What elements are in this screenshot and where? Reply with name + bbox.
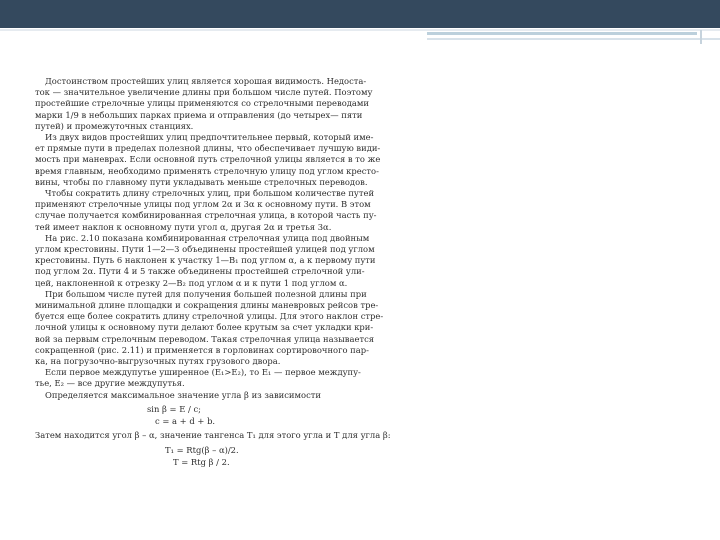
text-line: На рис. 2.10 показана комбинированная стрелочная улица под двойным	[45, 232, 370, 243]
text-line: углом крестовины. Пути 1—2—3 объединены простейшей улицей под углом	[35, 244, 375, 255]
text-line: тье, E₂ — все другие междупутья.	[35, 378, 185, 389]
text-line: время главным, необходимо применять стрелочную улицу под углом кресто-	[35, 165, 379, 176]
formula-t1: T₁ = Rtg(β – α)/2.	[165, 444, 239, 455]
text-line: ка, на погрузочно-выгрузочных путях грузового двора.	[35, 356, 281, 367]
slide-accent-bar-secondary	[427, 38, 720, 40]
formula-sin-beta: sin β = E / c;	[147, 403, 201, 414]
slide-corner-frame	[700, 30, 720, 44]
text-line: мость при маневрах. Если основной путь стрелочной улицы является в то же	[35, 154, 381, 165]
formula-c-sum: c = a + d + b.	[155, 416, 216, 427]
text-line: вой за первым стрелочным переводом. Такая стрелочная улица называется	[35, 333, 375, 344]
text-line: Из двух видов простейших улиц предпочтительнее первый, который име-	[45, 132, 374, 143]
text-line: Если первое междупутье уширенное (E₁>E₂), то E₁ — первое междупу-	[45, 367, 361, 378]
text-line: При большом числе путей для получения большей полезной длины при	[45, 288, 367, 299]
text-line: ет прямые пути в пределах полезной длины, что обеспечивает лучшую види-	[35, 143, 381, 154]
text-line: цей, наклоненной к отрезку 2—B₂ под углом α и к пути 1 под углом α.	[35, 277, 348, 288]
slide-accent-line	[0, 29, 720, 31]
slide-top-band	[0, 0, 720, 28]
text-line: Затем находится угол β – α, значение тангенса T₁ для этого угла и T для угла β:	[35, 430, 391, 441]
text-line: путей) и промежуточных станциях.	[35, 120, 194, 131]
scanned-text-body	[35, 76, 395, 531]
text-line: вины, чтобы по главному пути укладывать меньше стрелочных переводов.	[35, 176, 368, 187]
text-line: сокращенной (рис. 2.11) и применяется в горловинах сортировочного пар-	[35, 344, 369, 355]
text-line: минимальной длине площадки и сокращения длины маневровых рейсов тре-	[35, 300, 379, 311]
text-line: лочной улицы к основному пути делают более крутым за счет укладки кри-	[35, 322, 374, 333]
text-line: буется еще более сократить длину стрелочной улицы. Для этого наклон стре-	[35, 311, 384, 322]
formula-t: T = Rtg β / 2.	[173, 456, 230, 467]
text-line: применяют стрелочные улицы под углом 2α и 3α к основному пути. В этом	[35, 199, 371, 210]
text-line: марки 1/9 в небольших парках приема и отправления (до четырех— пяти	[35, 109, 363, 120]
text-line: Определяется максимальное значение угла β из зависимости	[45, 389, 321, 400]
text-line: простейшие стрелочные улицы применяются со стрелочными переводами	[35, 98, 370, 109]
text-line: Чтобы сократить длину стрелочных улиц, при большом количестве путей	[45, 188, 375, 199]
text-line: тей имеет наклон к основному пути угол α, другая 2α и третья 3α.	[35, 221, 332, 232]
text-line: случае получается комбинированная стрелочная улица, в которой часть пу-	[35, 210, 377, 221]
text-line: под углом 2α. Пути 4 и 5 также объединены простейшей стрелочной ули-	[35, 266, 365, 277]
slide-accent-bar	[427, 32, 697, 35]
text-line: Достоинством простейших улиц является хорошая видимость. Недоста-	[45, 76, 367, 86]
text-line: ток — значительное увеличение длины при большом числе путей. Поэтому	[35, 87, 373, 98]
text-line: крестовины. Путь 6 наклонен к участку 1—B₁ под углом α, а к первому пути	[35, 255, 376, 266]
